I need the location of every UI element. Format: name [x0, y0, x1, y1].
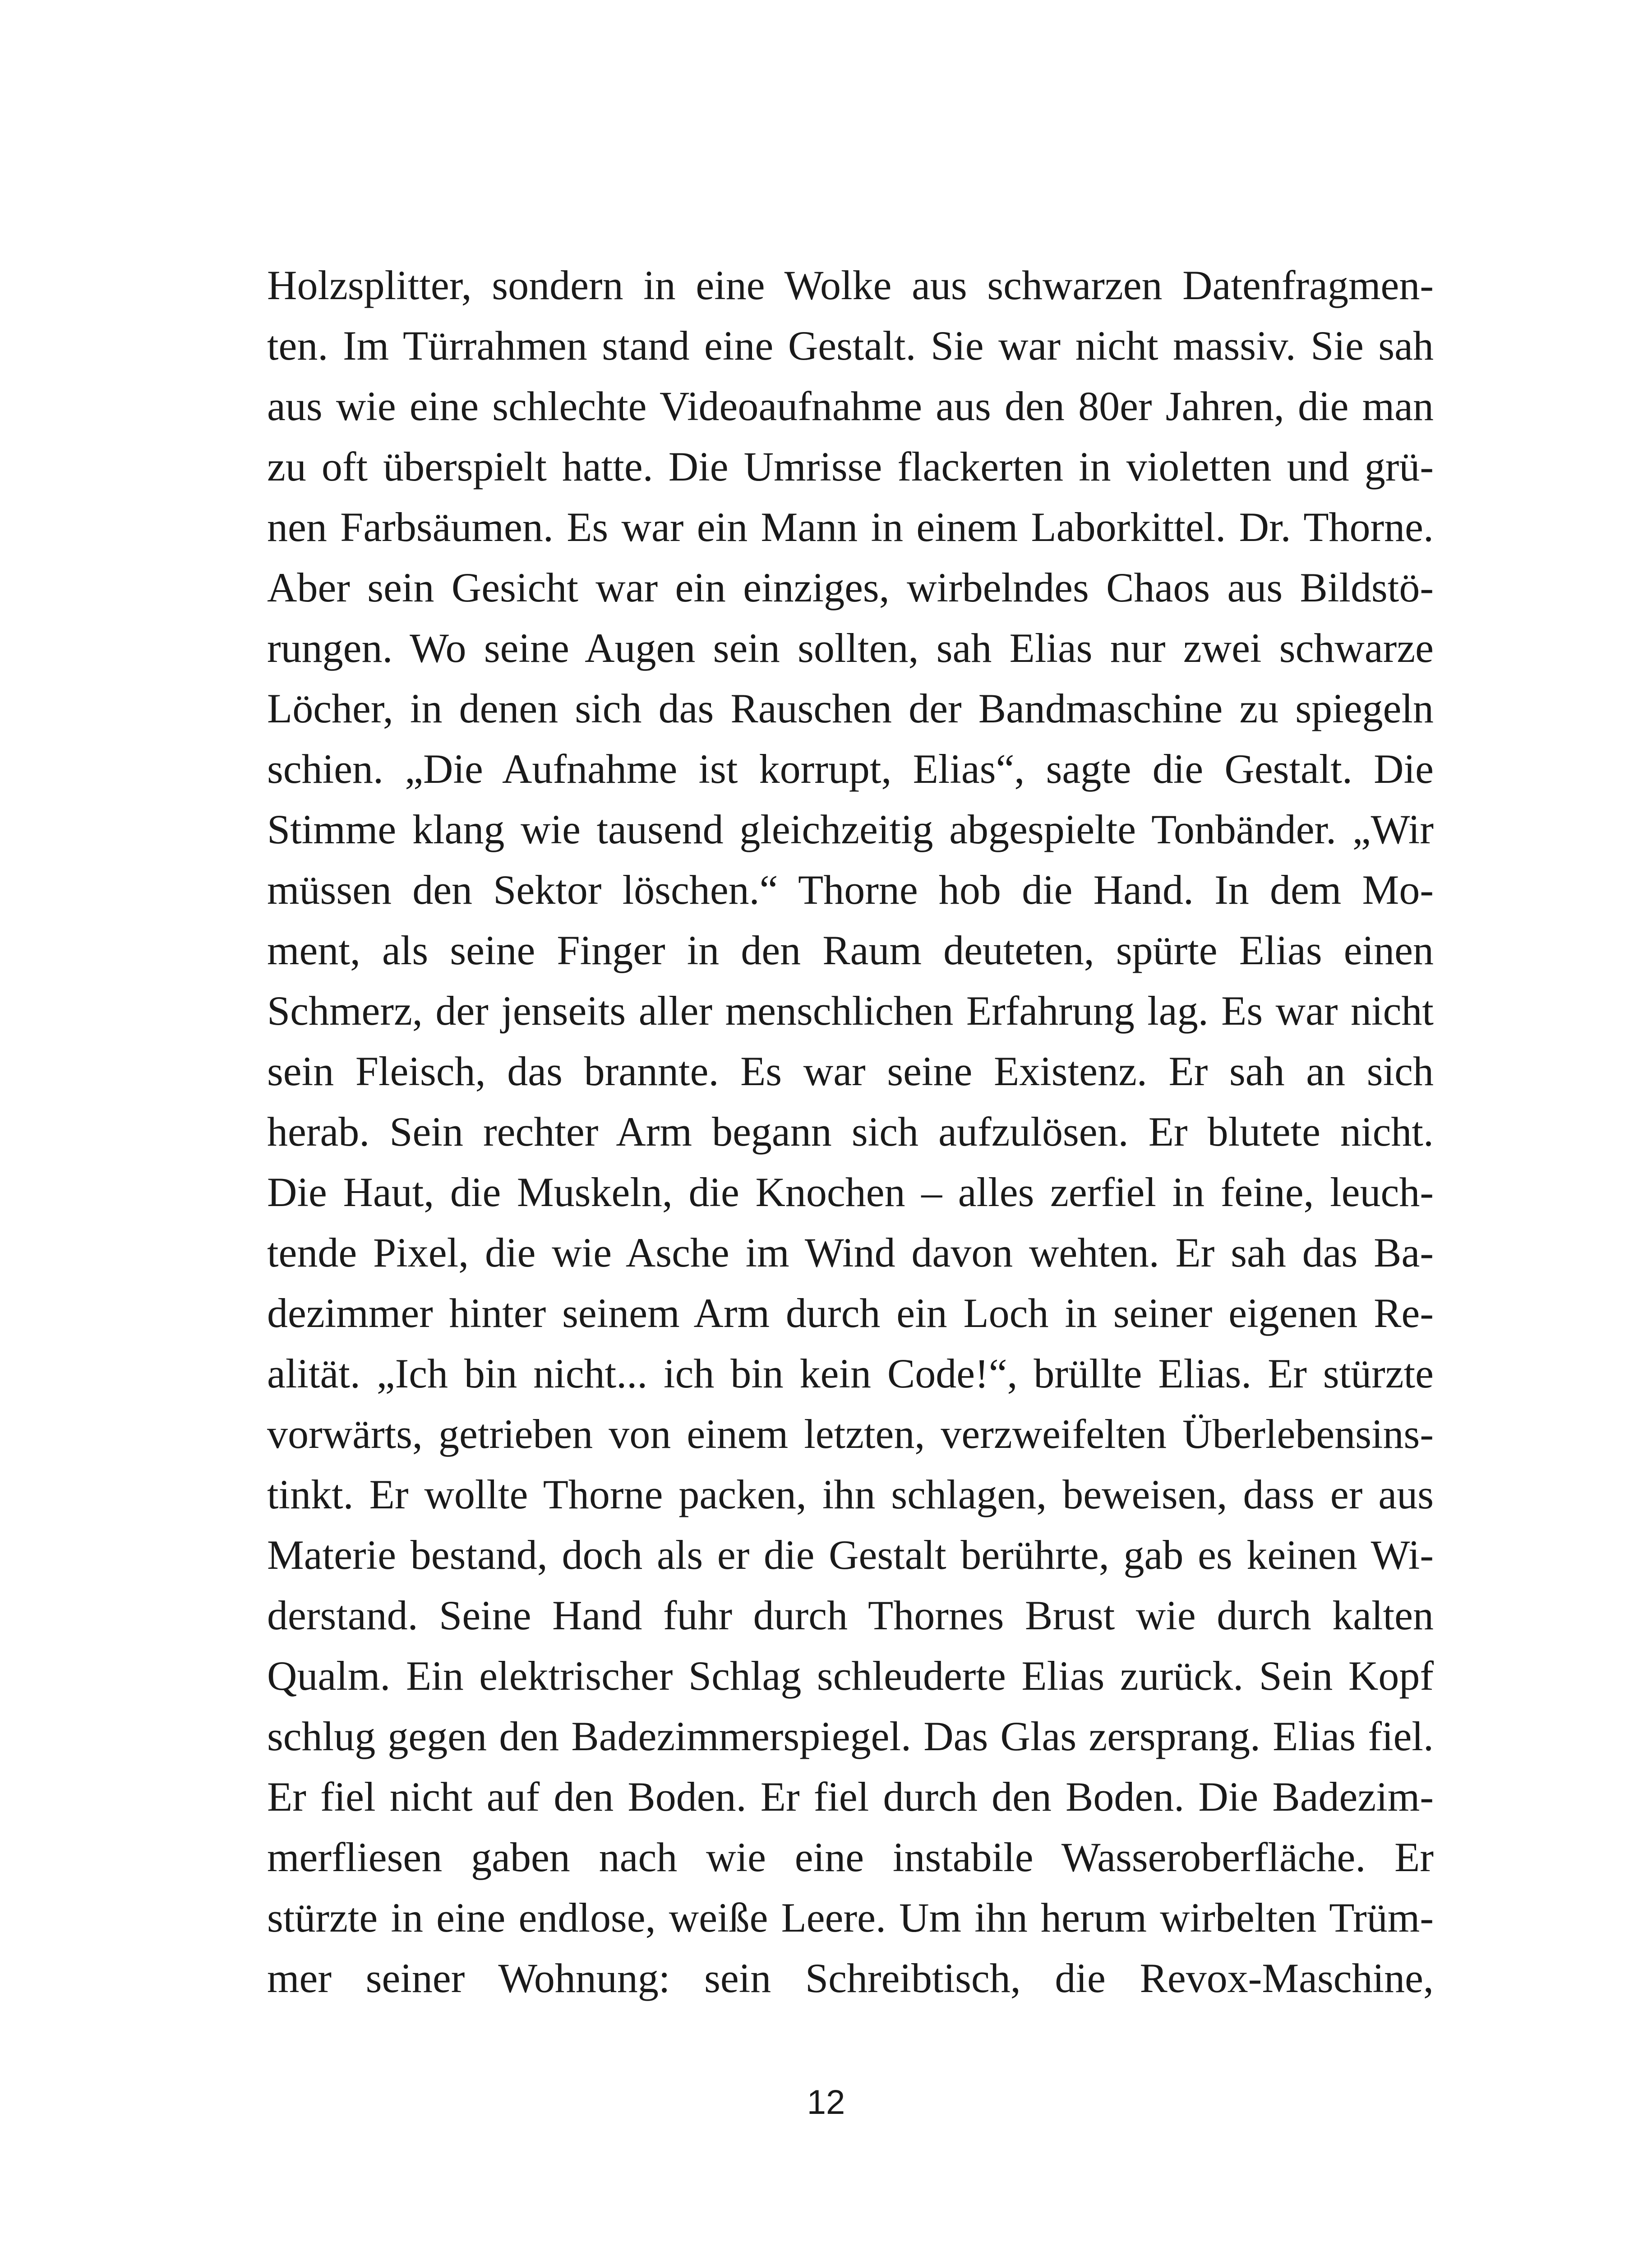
text-line: rungen. Wo seine Augen sein sollten, sah Elias nur zwei schwarze [267, 625, 1434, 671]
text-line: ment, als seine Finger in den Raum deuteten, spürte Elias einen [267, 927, 1434, 973]
text-line: Holzsplitter, sondern in eine Wolke aus schwarzen Datenfragmen- [267, 262, 1434, 308]
text-line: Schmerz, der jenseits aller menschlichen Erfahrung lag. Es war nicht [267, 988, 1434, 1034]
page-number: 12 [807, 2083, 845, 2122]
text-line: ten. Im Türrahmen stand eine Gestalt. Sie war nicht massiv. Sie sah [267, 323, 1434, 369]
text-line: sein Fleisch, das brannte. Es war seine Existenz. Er sah an sich [267, 1048, 1434, 1094]
text-line: Materie bestand, doch als er die Gestalt berührte, gab es keinen Wi- [267, 1532, 1434, 1578]
text-line: müssen den Sektor löschen.“ Thorne hob die Hand. In dem Mo- [267, 867, 1434, 913]
text-line: schien. „Die Aufnahme ist korrupt, Elias“, sagte die Gestalt. Die [267, 746, 1434, 792]
text-line: tinkt. Er wollte Thorne packen, ihn schlagen, beweisen, dass er aus [267, 1471, 1434, 1517]
text-line: merfliesen gaben nach wie eine instabile Wasseroberfläche. Er [267, 1834, 1434, 1880]
text-line: Aber sein Gesicht war ein einziges, wirbelndes Chaos aus Bildstö- [267, 564, 1434, 610]
body-text [267, 255, 1434, 2008]
text-line: vorwärts, getrieben von einem letzten, verzweifelten Überlebensins- [267, 1411, 1434, 1457]
text-line: Die Haut, die Muskeln, die Knochen – alles zerfiel in feine, leuch- [267, 1169, 1434, 1215]
text-line: aus wie eine schlechte Videoaufnahme aus den 80er Jahren, die man [267, 383, 1434, 429]
text-line: tende Pixel, die wie Asche im Wind davon wehten. Er sah das Ba- [267, 1230, 1434, 1276]
text-line: schlug gegen den Badezimmerspiegel. Das Glas zersprang. Elias fiel. [267, 1713, 1434, 1759]
text-line: herab. Sein rechter Arm begann sich aufzulösen. Er blutete nicht. [267, 1109, 1434, 1155]
text-line: stürzte in eine endlose, weiße Leere. Um ihn herum wirbelten Trüm- [267, 1895, 1434, 1941]
text-line: Stimme klang wie tausend gleichzeitig abgespielte Tonbänder. „Wir [267, 806, 1434, 852]
text-line: mer seiner Wohnung: sein Schreibtisch, die Revox-Maschine, [267, 1955, 1434, 2001]
text-line: alität. „Ich bin nicht... ich bin kein Code!“, brüllte Elias. Er stürzte [267, 1350, 1434, 1396]
text-line: Er fiel nicht auf den Boden. Er fiel durch den Boden. Die Badezim- [267, 1774, 1434, 1820]
text-line: dezimmer hinter seinem Arm durch ein Loch in seiner eigenen Re- [267, 1290, 1434, 1336]
text-line: zu oft überspielt hatte. Die Umrisse flackerten in violetten und grü- [267, 444, 1434, 490]
text-line: derstand. Seine Hand fuhr durch Thornes Brust wie durch kalten [267, 1592, 1434, 1638]
text-line: nen Farbsäumen. Es war ein Mann in einem Laborkittel. Dr. Thorne. [267, 504, 1434, 550]
text-line: Qualm. Ein elektrischer Schlag schleuderte Elias zurück. Sein Kopf [267, 1653, 1434, 1699]
text-line: Löcher, in denen sich das Rauschen der Bandmaschine zu spiegeln [267, 685, 1434, 731]
